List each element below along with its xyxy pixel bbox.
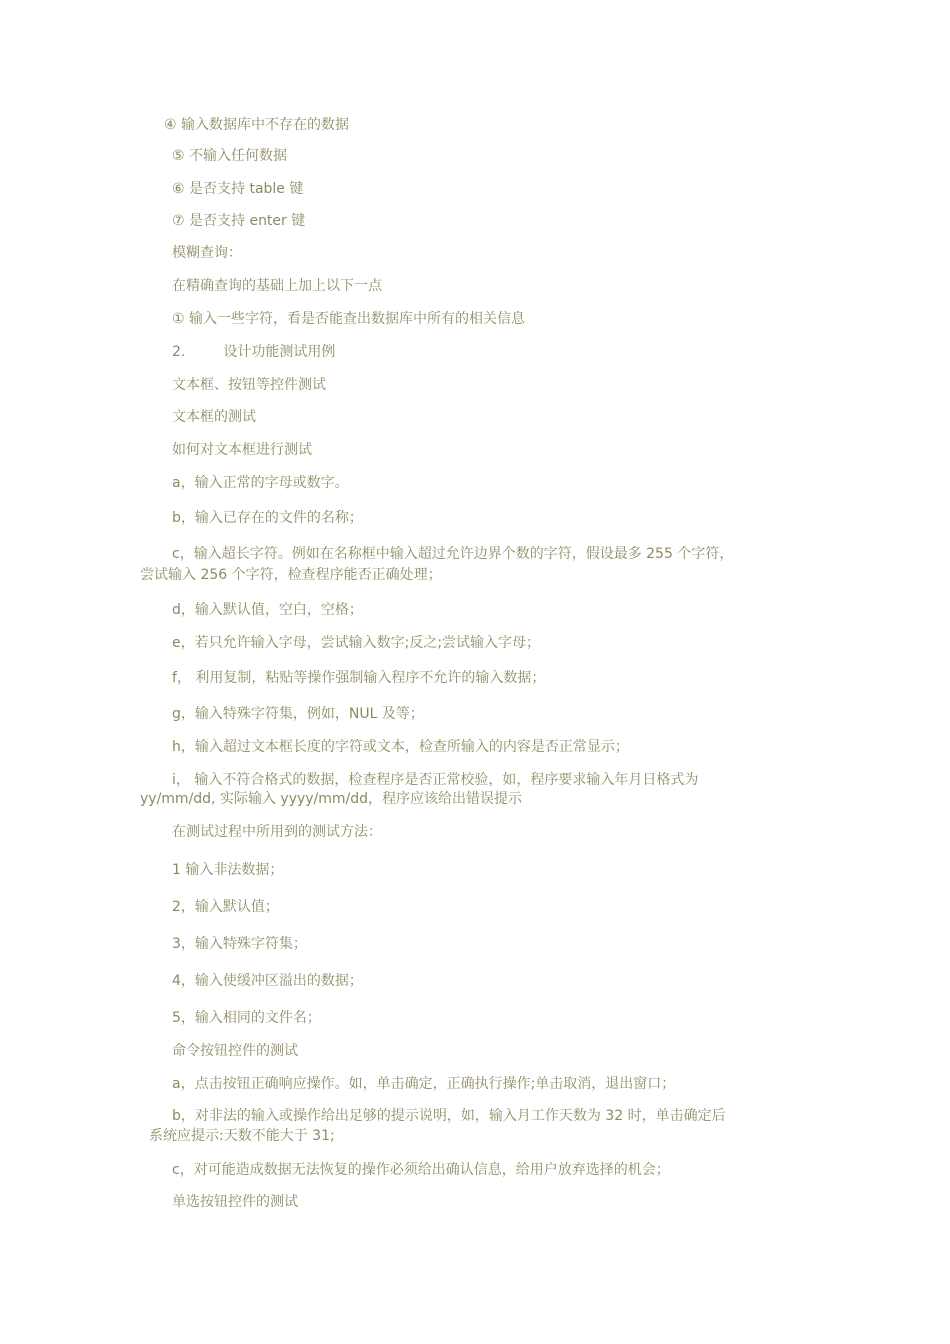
list-item-7: ⑦ 是否支持 enter 键	[172, 213, 306, 229]
heading-fuzzy-query: 模糊查询：	[172, 245, 242, 261]
heading-radio-button-test: 单选按钮控件的测试	[172, 1194, 298, 1210]
list-item-a: a，输入正常的字母或数字。	[172, 475, 349, 491]
section-title: 设计功能测试用例	[223, 344, 336, 360]
list-item-c: c，输入超长字符。例如在名称框中输入超过允许边界个数的字符，假设最多 255 个字符，	[172, 546, 734, 562]
list-item-d: d，输入默认值，空白，空格；	[172, 602, 363, 618]
button-item-c: c，对可能造成数据无法恢复的操作必须给出确认信息，给用户放弃选择的机会；	[172, 1162, 670, 1178]
list-item-4: ④ 输入数据库中不存在的数据	[164, 117, 350, 133]
method-item-5: 5，输入相同的文件名；	[172, 1010, 321, 1026]
list-item-5: ⑤ 不输入任何数据	[172, 148, 288, 164]
button-item-b-continued: 系统应提示:天数不能大于 31;	[149, 1128, 335, 1144]
list-item-g: g，输入特殊字符集，例如，NUL 及等；	[172, 706, 424, 722]
list-item-c-continued: 尝试输入 256 个字符，检查程序能否正确处理；	[140, 567, 442, 583]
list-item-f: f， 利用复制，粘贴等操作强制输入程序不允许的输入数据；	[172, 670, 546, 686]
section-heading	[172, 343, 335, 361]
section-number: 2.	[172, 344, 186, 360]
list-item-1: ① 输入一些字符，看是否能查出数据库中所有的相关信息	[172, 311, 525, 327]
list-item-i-continued: yy/mm/dd, 实际输入 yyyy/mm/dd，程序应该给出错误提示	[140, 791, 523, 807]
method-item-3: 3，输入特殊字符集；	[172, 936, 307, 952]
heading-command-button-test: 命令按钮控件的测试	[172, 1043, 298, 1059]
list-item-e: e，若只允许输入字母，尝试输入数字;反之;尝试输入字母；	[172, 635, 541, 651]
heading-how-to-test: 如何对文本框进行测试	[172, 442, 312, 458]
paragraph: 在精确查询的基础上加上以下一点	[172, 278, 382, 294]
list-item-h: h，输入超过文本框长度的字符或文本，检查所输入的内容是否正常显示；	[172, 739, 629, 755]
button-item-b: b，对非法的输入或操作给出足够的提示说明，如，输入月工作天数为 32 时，单击确定后	[172, 1108, 726, 1124]
list-item-b: b，输入已存在的文件的名称；	[172, 510, 363, 526]
list-item-6: ⑥ 是否支持 table 键	[172, 181, 304, 197]
list-item-i: i， 输入不符合格式的数据，检查程序是否正常校验，如，程序要求输入年月日格式为	[172, 772, 699, 788]
method-item-2: 2，输入默认值；	[172, 899, 279, 915]
method-item-1: 1 输入非法数据；	[172, 862, 284, 878]
heading-controls-test: 文本框、按钮等控件测试	[172, 377, 326, 393]
button-item-a: a，点击按钮正确响应操作。如，单击确定，正确执行操作;单击取消，退出窗口；	[172, 1076, 676, 1092]
heading-test-methods: 在测试过程中所用到的测试方法：	[172, 824, 382, 840]
method-item-4: 4，输入使缓冲区溢出的数据；	[172, 973, 363, 989]
heading-textbox-test: 文本框的测试	[172, 409, 256, 425]
